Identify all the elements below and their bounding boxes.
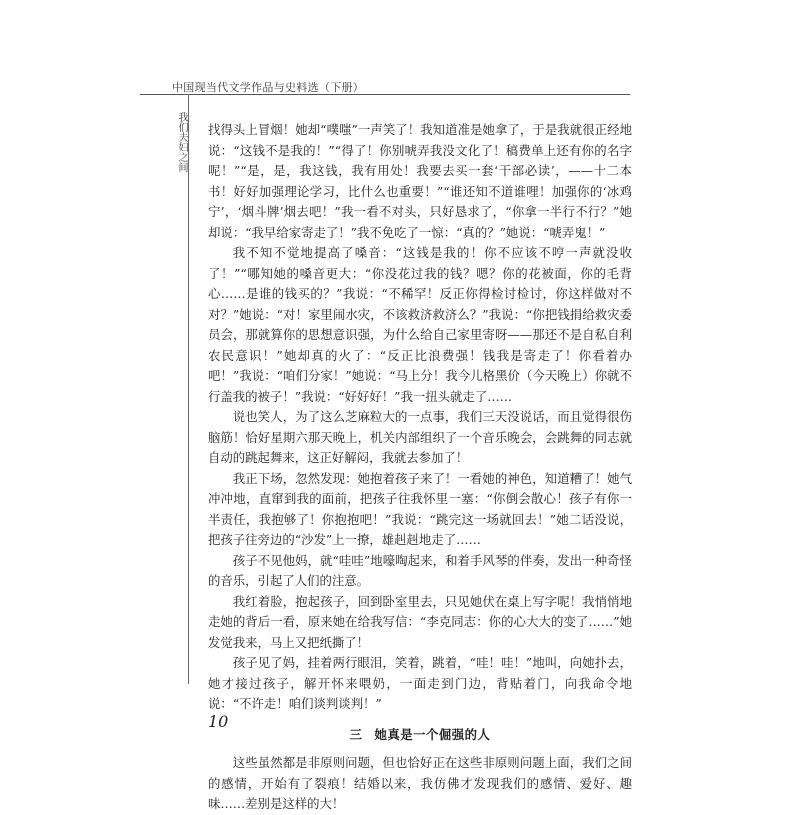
paragraph: 我红着脸，抱起孩子，回到卧室里去，只见她伏在桌上写字呢！我悄悄地走她的背后一看，原来她在给我写信：“李克同志：你的心大大的变了……”她发觉我来，马上又把纸撕了！ bbox=[208, 593, 632, 650]
paragraph: 我不知不觉地提高了嗓音：“这钱是我的！你不应该不哼一声就没收了！”“哪知她的嗓音更大：“你没花过我的钱？嗯？你的花被面，你的毛背心……是谁的钱买的？”我说：“不稀罕！反正你得检讨检讨，你这样做对不对？”她说：“对！家里闹水灾，不该救济救济么？”我说：“你把钱捐给救灾委员会，那就算你的思想意识强，为什么给自己家里寄呀——那还不是自私自利农民意识！”她却真的火了：“反正比浪费强！钱我是寄走了！你看着办吧！”我说：“咱们分家！”她说：“马上分！我今儿格黑价（今天晚上）你就不行盖我的被子！”我说：“好好好！”我一扭头就走了…… bbox=[208, 245, 632, 404]
section-heading bbox=[208, 725, 632, 746]
section-title: 她真是一个倔强的人 bbox=[374, 726, 491, 742]
margin-rule bbox=[188, 94, 189, 684]
paragraph: 孩子不见他妈，就“哇哇”地嚎啕起来，和着手风琴的伴奏，发出一种奇怪的音乐，引起了人们的注意。 bbox=[208, 552, 632, 588]
paragraph: 找得头上冒烟！她却“噗嗤”一声笑了！我知道准是她拿了，于是我就很正经地说：“这钱不是我的！”“得了！你别唬弄我没文化了！稿费单上还有你的名字呢！”“是，是，我这钱，我有用处！我要去买一套‘干部必读’，——十二本书！好好加强理论学习，比什么也重要！”“谁还知不道谁哩！加强你的‘冰鸡宁’，‘烟斗牌’烟去吧！”我一看不对头，只好恳求了，“你拿一半行不行？”她却说：“我早给家寄走了！”我不免吃了一惊：“真的？”她说：“唬弄鬼！” bbox=[208, 122, 632, 240]
paragraph: 说也笑人，为了这么芝麻粒大的一点事，我们三天没说话，而且觉得很伤脑筋！恰好星期六那天晚上，机关内部组织了一个音乐晚会，会跳舞的同志就自动的跳起舞来，这正好解闷，我就去参加了！ bbox=[208, 409, 632, 465]
paragraph: 孩子见了妈，挂着两行眼泪，笑着，跳着，“哇！哇！”地叫，向她扑去，她才接过孩子，解开怀来喂奶，一面走到门边，背贴着门，向我命令地说：“不许走！咱们谈判谈判！” bbox=[208, 655, 632, 711]
chapter-side-label: 我们夫妇之间 bbox=[176, 112, 187, 172]
paragraph: 我正下场，忽然发现：她抱着孩子来了！一看她的神色，知道糟了！她气冲冲地，直窜到我的面前，把孩子往我怀里一塞：“你倒会散心！孩子有你一半责任，我抱够了！你抱抱吧！”我说：“跳完这一场就回去！”她二话没说，把孩子往旁边的“沙发”上一撩，雄赳赳地走了…… bbox=[208, 470, 632, 547]
running-header: 中国现当代文学作品与史料选（下册） bbox=[172, 81, 365, 94]
page-number: 10 bbox=[208, 712, 229, 731]
body-text bbox=[208, 120, 632, 815]
header-rule bbox=[140, 94, 630, 95]
paragraph: 这些虽然都是非原则问题，但也恰好正在这些非原则问题上面，我们之间的感情，开始有了裂痕！结婚以来，我仿佛才发现我们的感情、爱好、趣味……差别是这样的大！ bbox=[208, 755, 632, 811]
section-number: 三 bbox=[349, 726, 363, 742]
